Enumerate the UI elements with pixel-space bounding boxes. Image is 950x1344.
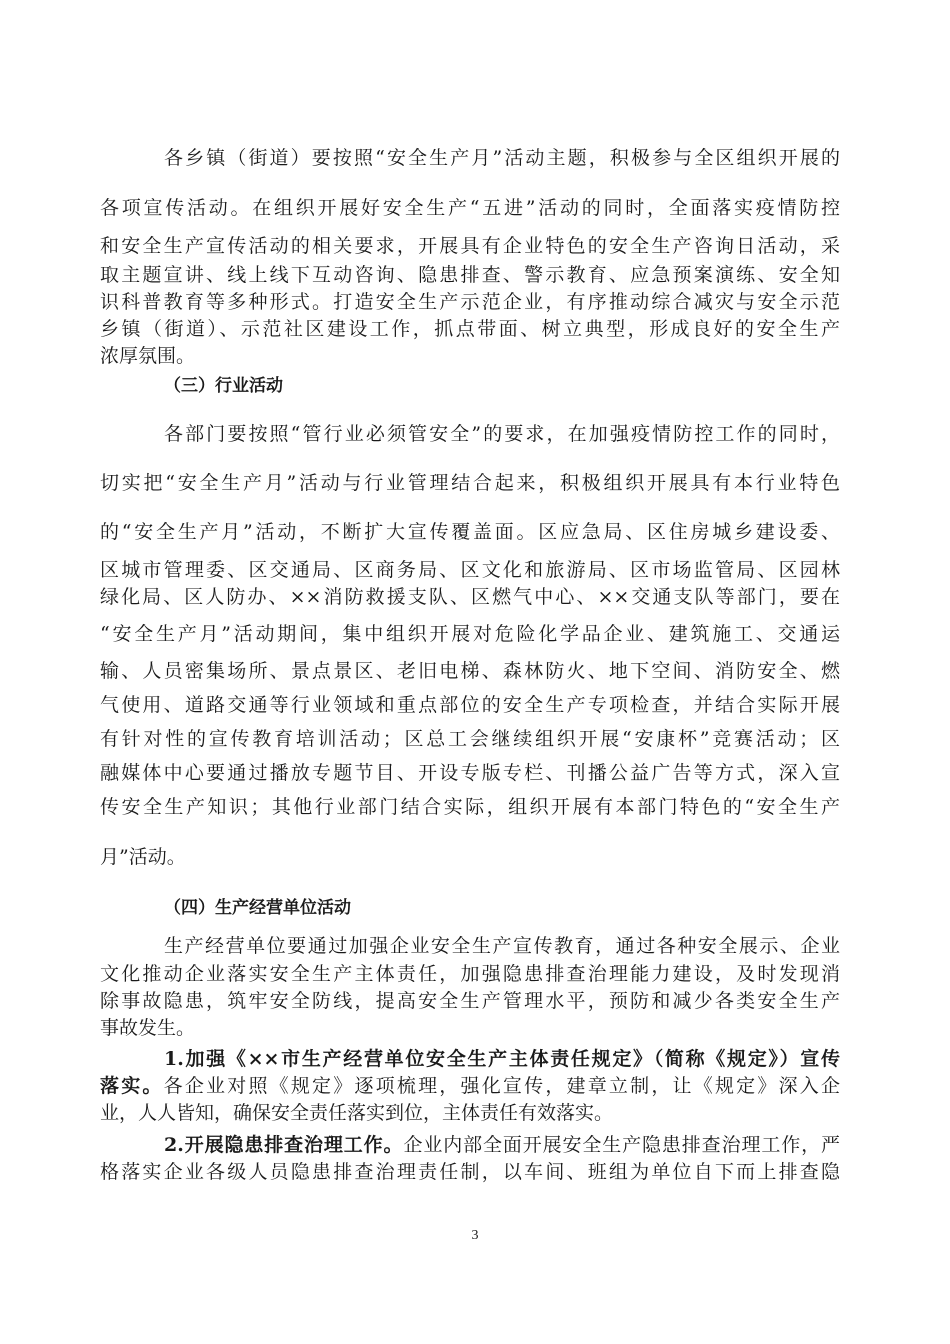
paragraph-line: 业，人人皆知，确保安全责任落实到位，主体责任有效落实。 bbox=[100, 1102, 614, 1124]
item-2-text: 企业内部全面开展安全生产隐患排查治理工作，严 bbox=[403, 1134, 840, 1156]
item-1-text: 各企业对照《规定》逐项梳理，强化宣传，建章立制，让《规定》深入企 bbox=[163, 1075, 840, 1097]
paragraph-line: 事故发生。 bbox=[100, 1017, 196, 1039]
paragraph-line: 取主题宣讲、线上线下互动咨询、隐患排查、警示教育、应急预案演练、安全知 bbox=[100, 264, 840, 286]
paragraph-line: 浓厚氛围。 bbox=[100, 345, 196, 367]
item-1-title: 1.加强《××市生产经营单位安全生产主体责任规定》（简称《规定》）宣传 bbox=[164, 1048, 840, 1070]
paragraph-line: 文化推动企业落实安全生产主体责任，加强隐患排查治理能力建设，及时发现消 bbox=[100, 963, 840, 985]
paragraph-line: 气使用、道路交通等行业领域和重点部位的安全生产专项检查，并结合实际开展 bbox=[100, 694, 840, 716]
paragraph-line bbox=[100, 1074, 840, 1100]
paragraph-line: 月”活动。 bbox=[100, 846, 186, 868]
paragraph-line: 切实把“安全生产月”活动与行业管理结合起来，积极组织开展具有本行业特色 bbox=[100, 472, 840, 494]
document-page bbox=[100, 0, 840, 1344]
paragraph-line: 传安全生产知识；其他行业部门结合实际，组织开展有本部门特色的“安全生产 bbox=[100, 796, 840, 818]
paragraph-line bbox=[100, 1133, 840, 1159]
paragraph-line: 各部门要按照“管行业必须管安全”的要求，在加强疫情防控工作的同时， bbox=[164, 423, 840, 445]
paragraph-line: 输、人员密集场所、景点景区、老旧电梯、森林防火、地下空间、消防安全、燃 bbox=[100, 660, 840, 682]
paragraph-line: 识科普教育等多种形式。打造安全生产示范企业，有序推动综合减灾与安全示范 bbox=[100, 291, 840, 313]
paragraph-line: 融媒体中心要通过播放专题节目、开设专版专栏、刊播公益广告等方式，深入宣 bbox=[100, 762, 840, 784]
page-number: 3 bbox=[471, 1228, 479, 1243]
paragraph-line: 区城市管理委、区交通局、区商务局、区文化和旅游局、区市场监管局、区园林 bbox=[100, 559, 840, 581]
paragraph-line: “安全生产月”活动期间，集中组织开展对危险化学品企业、建筑施工、交通运 bbox=[100, 623, 840, 645]
paragraph-line: 的“安全生产月”活动，不断扩大宣传覆盖面。区应急局、区住房城乡建设委、 bbox=[100, 521, 840, 543]
paragraph-line: 除事故隐患，筑牢安全防线，提高安全生产管理水平，预防和减少各类安全生产 bbox=[100, 990, 840, 1012]
section-heading-3: （三）行业活动 bbox=[164, 376, 283, 396]
paragraph-line: 和安全生产宣传活动的相关要求，开展具有企业特色的安全生产咨询日活动，采 bbox=[100, 235, 840, 257]
paragraph-line: 绿化局、区人防办、××消防救援支队、区燃气中心、××交通支队等部门，要在 bbox=[100, 586, 840, 608]
paragraph-line: 乡镇（街道）、示范社区建设工作，抓点带面、树立典型，形成良好的安全生产 bbox=[100, 318, 840, 340]
item-2-title: 2.开展隐患排查治理工作。 bbox=[164, 1134, 404, 1156]
paragraph-line: 有针对性的宣传教育培训活动；区总工会继续组织开展“安康杯”竞赛活动；区 bbox=[100, 728, 840, 750]
paragraph-line: 生产经营单位要通过加强企业安全生产宣传教育，通过各种安全展示、企业 bbox=[164, 935, 840, 957]
section-heading-4: （四）生产经营单位活动 bbox=[164, 898, 351, 918]
item-1-title-end: 落实。 bbox=[100, 1075, 164, 1097]
paragraph-line: 格落实企业各级人员隐患排查治理责任制，以车间、班组为单位自下而上排查隐 bbox=[100, 1161, 840, 1183]
paragraph-line: 各项宣传活动。在组织开展好安全生产“五进”活动的同时，全面落实疫情防控 bbox=[100, 197, 840, 219]
paragraph-line: 各乡镇（街道）要按照“安全生产月”活动主题，积极参与全区组织开展的 bbox=[164, 147, 840, 169]
